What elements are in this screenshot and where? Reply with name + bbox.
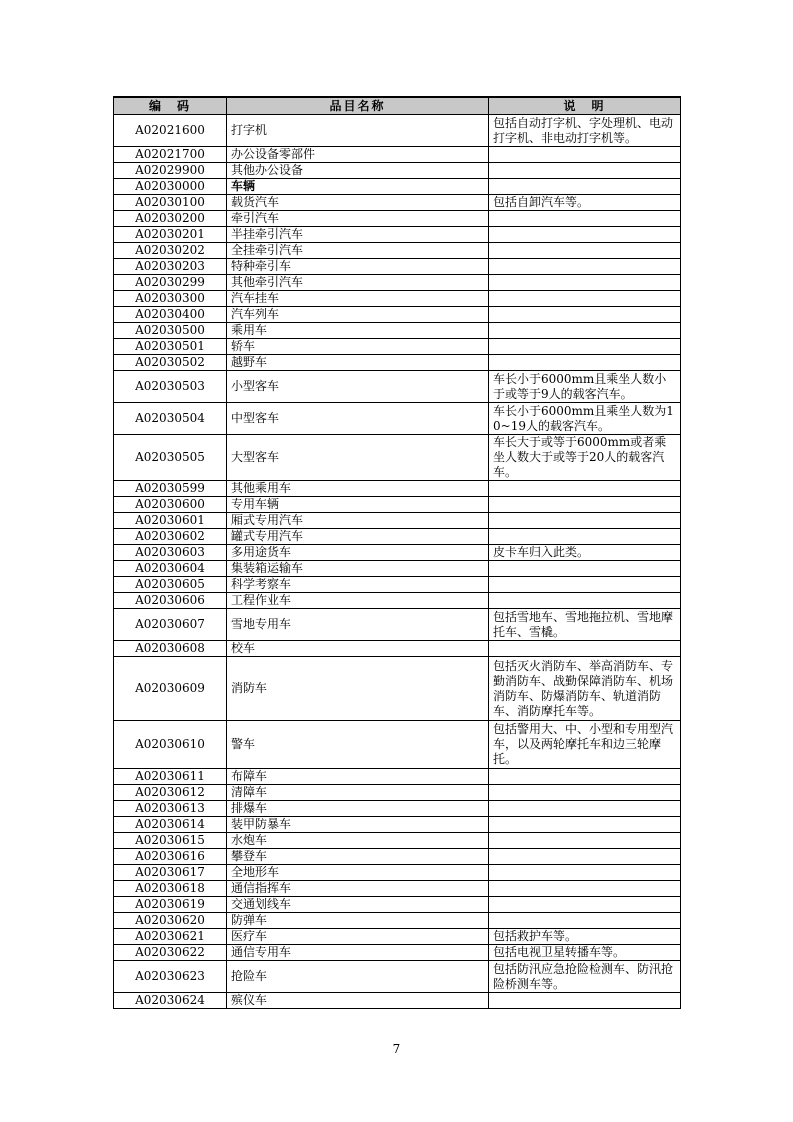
table-row: [114, 243, 681, 259]
item-code: A02030618: [114, 881, 227, 897]
item-note: 包括自动打字机、字处理机、电动打字机、非电动打字机等。: [489, 115, 681, 147]
item-note: [489, 593, 681, 609]
item-name: 防弹车: [227, 913, 489, 929]
item-note: [489, 577, 681, 593]
item-name: 攀登车: [227, 849, 489, 865]
item-note: [489, 275, 681, 291]
item-code: A02030623: [114, 961, 227, 993]
item-name: 其他牵引汽车: [227, 275, 489, 291]
table-row: [114, 833, 681, 849]
item-code: A02030602: [114, 529, 227, 545]
item-name: 专用车辆: [227, 497, 489, 513]
table-row: [114, 545, 681, 561]
item-name: 汽车挂车: [227, 291, 489, 307]
item-code: A02029900: [114, 163, 227, 179]
item-name: 其他办公设备: [227, 163, 489, 179]
table-row: [114, 323, 681, 339]
item-code: A02030601: [114, 513, 227, 529]
item-code: A02030200: [114, 211, 227, 227]
item-code: A02030600: [114, 497, 227, 513]
table-row: [114, 945, 681, 961]
item-code: A02030504: [114, 403, 227, 435]
table-row: [114, 593, 681, 609]
item-note: [489, 833, 681, 849]
item-name: 交通划线车: [227, 897, 489, 913]
item-name: 牵引汽车: [227, 211, 489, 227]
table-row: [114, 339, 681, 355]
item-note: [489, 801, 681, 817]
item-note: [489, 339, 681, 355]
item-code: A02030503: [114, 371, 227, 403]
item-code: A02030599: [114, 481, 227, 497]
table-row: [114, 897, 681, 913]
item-name: 水炮车: [227, 833, 489, 849]
header-name: 品目名称: [227, 97, 489, 115]
item-code: A02030502: [114, 355, 227, 371]
item-name: 全地形车: [227, 865, 489, 881]
item-name: 乘用车: [227, 323, 489, 339]
item-code: A02030604: [114, 561, 227, 577]
table-row: [114, 961, 681, 993]
item-note: [489, 529, 681, 545]
item-note: [489, 481, 681, 497]
item-note: [489, 865, 681, 881]
item-name: 汽车列车: [227, 307, 489, 323]
item-code: A02030505: [114, 435, 227, 481]
item-note: 车长小于6000mm且乘坐人数小于或等于9人的载客汽车。: [489, 371, 681, 403]
item-note: [489, 211, 681, 227]
table-row: [114, 115, 681, 147]
item-code: A02030615: [114, 833, 227, 849]
table-row: [114, 355, 681, 371]
table-row: [114, 291, 681, 307]
table-row: [114, 641, 681, 657]
table-row: [114, 403, 681, 435]
header-note: 说 明: [489, 97, 681, 115]
item-code: A02030500: [114, 323, 227, 339]
item-name: 雪地专用车: [227, 609, 489, 641]
item-name: 越野车: [227, 355, 489, 371]
item-note: [489, 513, 681, 529]
item-code: A02030611: [114, 769, 227, 785]
item-code: A02030299: [114, 275, 227, 291]
item-code: A02030608: [114, 641, 227, 657]
item-name: 通信专用车: [227, 945, 489, 961]
item-note: [489, 179, 681, 195]
item-note: [489, 769, 681, 785]
item-name: 抢险车: [227, 961, 489, 993]
item-note: [489, 243, 681, 259]
table-row: [114, 435, 681, 481]
table-row: [114, 657, 681, 721]
item-name: 消防车: [227, 657, 489, 721]
item-name: 车辆: [227, 179, 489, 195]
item-name: 打字机: [227, 115, 489, 147]
item-name: 科学考察车: [227, 577, 489, 593]
item-note: 包括电视卫星转播车等。: [489, 945, 681, 961]
item-code: A02030300: [114, 291, 227, 307]
item-note: [489, 323, 681, 339]
table-body: [114, 115, 681, 1009]
table-row: [114, 227, 681, 243]
item-note: [489, 561, 681, 577]
item-name: 其他乘用车: [227, 481, 489, 497]
item-note: [489, 881, 681, 897]
table-row: [114, 259, 681, 275]
table-row: [114, 785, 681, 801]
item-code: A02030201: [114, 227, 227, 243]
item-name: 罐式专用汽车: [227, 529, 489, 545]
table-row: [114, 211, 681, 227]
table-row: [114, 577, 681, 593]
item-name: 装甲防暴车: [227, 817, 489, 833]
item-note: 包括警用大、中、小型和专用型汽车，以及两轮摩托车和边三轮摩托。: [489, 721, 681, 769]
table-row: [114, 147, 681, 163]
item-name: 工程作业车: [227, 593, 489, 609]
item-name: 办公设备零部件: [227, 147, 489, 163]
item-code: A02030612: [114, 785, 227, 801]
table-row: [114, 881, 681, 897]
item-name: 排爆车: [227, 801, 489, 817]
item-note: [489, 993, 681, 1009]
table-row: [114, 721, 681, 769]
item-note: [489, 849, 681, 865]
item-code: A02030621: [114, 929, 227, 945]
item-code: A02030607: [114, 609, 227, 641]
item-code: A02030613: [114, 801, 227, 817]
item-name: 小型客车: [227, 371, 489, 403]
table-row: [114, 561, 681, 577]
table-row: [114, 993, 681, 1009]
page-number: 7: [392, 1042, 401, 1056]
item-note: [489, 497, 681, 513]
item-name: 大型客车: [227, 435, 489, 481]
item-note: [489, 307, 681, 323]
table-row: [114, 497, 681, 513]
item-name: 清障车: [227, 785, 489, 801]
item-name: 全挂牵引汽车: [227, 243, 489, 259]
table-row: [114, 275, 681, 291]
item-code: A02030624: [114, 993, 227, 1009]
item-code: A02030620: [114, 913, 227, 929]
item-code: A02030622: [114, 945, 227, 961]
item-code: A02030619: [114, 897, 227, 913]
table-row: [114, 801, 681, 817]
item-note: 车长小于6000mm且乘坐人数为10~19人的载客汽车。: [489, 403, 681, 435]
table-row: [114, 307, 681, 323]
item-name: 厢式专用汽车: [227, 513, 489, 529]
item-note: [489, 641, 681, 657]
item-name: 校车: [227, 641, 489, 657]
item-name: 警车: [227, 721, 489, 769]
item-note: 包括救护车等。: [489, 929, 681, 945]
table-row: [114, 817, 681, 833]
item-code: A02030616: [114, 849, 227, 865]
item-note: [489, 897, 681, 913]
item-name: 医疗车: [227, 929, 489, 945]
item-note: 包括灭火消防车、举高消防车、专勤消防车、战勤保障消防车、机场消防车、防爆消防车、轨道消防车、消防摩托车等。: [489, 657, 681, 721]
table-row: [114, 913, 681, 929]
item-note: [489, 913, 681, 929]
item-code: A02030605: [114, 577, 227, 593]
item-code: A02030610: [114, 721, 227, 769]
item-note: [489, 259, 681, 275]
item-note: 包括自卸汽车等。: [489, 195, 681, 211]
table-header-row: [114, 97, 681, 115]
item-name: 载货汽车: [227, 195, 489, 211]
item-note: 包括雪地车、雪地拖拉机、雪地摩托车、雪橇。: [489, 609, 681, 641]
item-name: 半挂牵引汽车: [227, 227, 489, 243]
table-row: [114, 849, 681, 865]
table-row: [114, 769, 681, 785]
item-code: A02030100: [114, 195, 227, 211]
table-row: [114, 371, 681, 403]
item-note: [489, 817, 681, 833]
item-code: A02030617: [114, 865, 227, 881]
item-note: 车长大于或等于6000mm或者乘坐人数大于或等于20人的载客汽车。: [489, 435, 681, 481]
table-row: [114, 179, 681, 195]
item-note: 皮卡车归入此类。: [489, 545, 681, 561]
item-code: A02030400: [114, 307, 227, 323]
item-note: [489, 785, 681, 801]
item-code: A02030203: [114, 259, 227, 275]
item-name: 轿车: [227, 339, 489, 355]
item-code: A02021600: [114, 115, 227, 147]
item-code: A02021700: [114, 147, 227, 163]
item-code: A02030000: [114, 179, 227, 195]
table-row: [114, 163, 681, 179]
item-code: A02030606: [114, 593, 227, 609]
table-row: [114, 513, 681, 529]
table-row: [114, 529, 681, 545]
item-note: [489, 163, 681, 179]
table-row: [114, 481, 681, 497]
item-code: A02030603: [114, 545, 227, 561]
item-note: 包括防汛应急抢险检测车、防汛抢险桥测车等。: [489, 961, 681, 993]
item-note: [489, 147, 681, 163]
item-name: 中型客车: [227, 403, 489, 435]
item-name: 多用途货车: [227, 545, 489, 561]
item-name: 通信指挥车: [227, 881, 489, 897]
item-code: A02030202: [114, 243, 227, 259]
table-row: [114, 609, 681, 641]
item-name: 特种牵引车: [227, 259, 489, 275]
header-code: 编 码: [114, 97, 227, 115]
table-row: [114, 929, 681, 945]
item-note: [489, 291, 681, 307]
table-row: [114, 195, 681, 211]
table-row: [114, 865, 681, 881]
catalog-table: [113, 96, 681, 1009]
item-code: A02030609: [114, 657, 227, 721]
item-name: 殡仪车: [227, 993, 489, 1009]
item-name: 集装箱运输车: [227, 561, 489, 577]
item-note: [489, 355, 681, 371]
item-note: [489, 227, 681, 243]
item-name: 布障车: [227, 769, 489, 785]
item-code: A02030614: [114, 817, 227, 833]
item-code: A02030501: [114, 339, 227, 355]
